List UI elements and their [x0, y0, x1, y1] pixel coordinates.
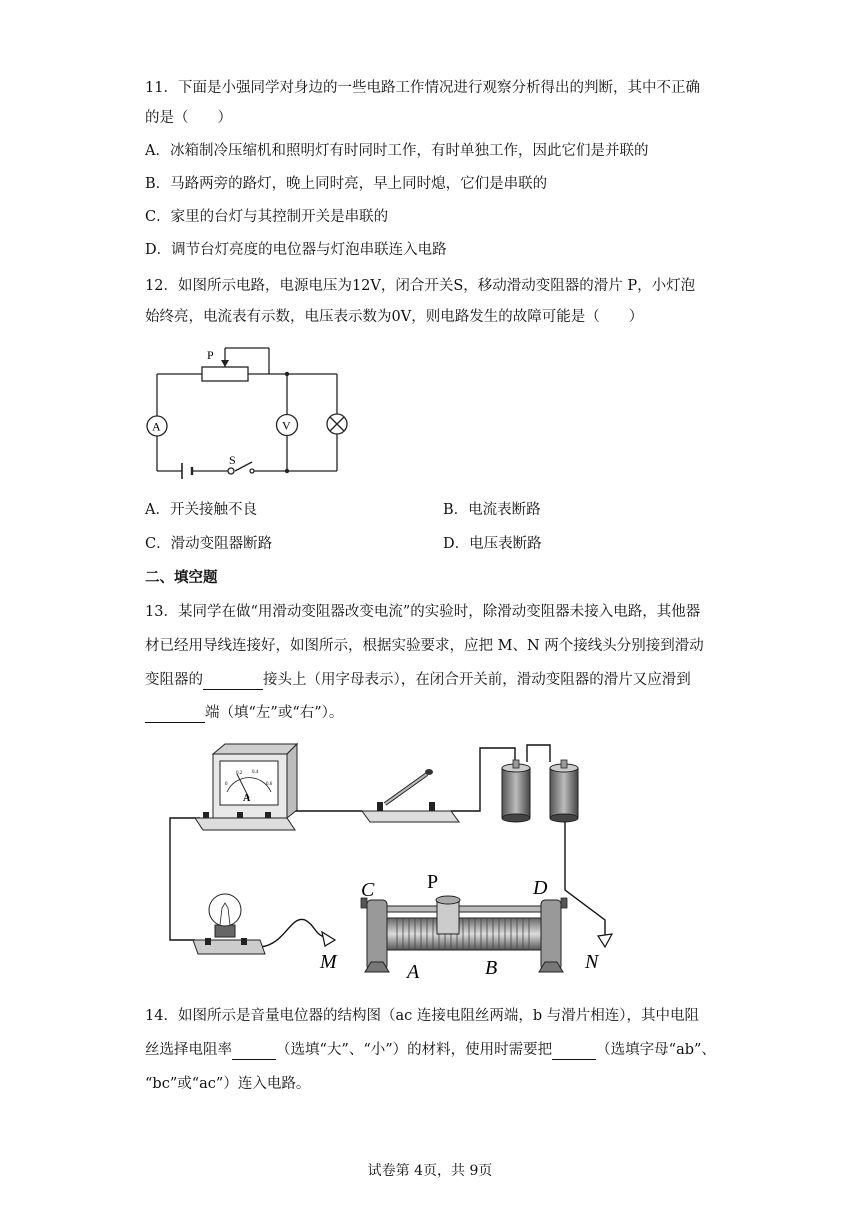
meter-tick-0: 0	[225, 782, 228, 787]
q13-answer-blank-2[interactable]	[145, 706, 205, 723]
q13-text-part: 接头上（用字母表示），在闭合开关前，滑动变阻器的滑片又应滑到	[263, 672, 691, 688]
q12-option-b[interactable]: B．电流表断路	[443, 502, 541, 518]
q11-option-d[interactable]: D．调节台灯亮度的电位器与灯泡串联连入电路	[145, 242, 447, 258]
meter-tick-3: 0.6	[266, 782, 273, 787]
q12-option-c[interactable]: C．滑动变阻器断路	[145, 536, 273, 552]
label-voltmeter: V	[282, 418, 291, 433]
rheostat-resistor	[202, 367, 248, 381]
label-switch: S	[229, 453, 236, 467]
ammeter-letter: A	[243, 793, 251, 804]
meter-tick-2: 0.4	[252, 770, 259, 775]
label-m: M	[320, 951, 337, 973]
q13-stem-line2: 材已经用导线连接好，如图所示，根据实验要求，应把 M、N 两个接线头分别接到滑动	[145, 638, 704, 654]
q13-apparatus-figure	[165, 740, 625, 980]
q13-stem-line4	[145, 703, 343, 723]
q11-stem-line2: 的是（ ）	[145, 110, 232, 126]
sliding-rheostat	[361, 896, 567, 972]
meter-tick-1: 0.2	[236, 771, 243, 776]
label-p: P	[427, 871, 439, 893]
q13-text-part: 端（填“左”或“右”）。	[205, 705, 344, 721]
q14-answer-blank-1[interactable]	[232, 1043, 276, 1060]
q13-stem-line1: 13．某同学在做“用滑动变阻器改变电流”的实验时，除滑动变阻器未接入电路，其他器	[145, 604, 701, 620]
battery-2	[550, 760, 578, 822]
page-footer: 试卷第 4页，共 9页	[367, 1163, 493, 1179]
knife-switch	[362, 769, 459, 822]
q14-answer-blank-2[interactable]	[552, 1043, 596, 1060]
slider-arrow-icon	[221, 360, 229, 367]
section-title-fill-in: 二、填空题	[145, 569, 218, 586]
q12-stem-line1: 12．如图所示电路，电源电压为12V，闭合开关S，移动滑动变阻器的滑片 P，小灯泡	[145, 278, 696, 294]
q11-option-c[interactable]: C．家里的台灯与其控制开关是串联的	[145, 209, 389, 225]
q14-stem-line1: 14．如图所示是音量电位器的结构图（ac 连接电阻丝两端，b 与滑片相连），其中电阻	[145, 1008, 699, 1024]
q12-stem-line2: 始终亮，电流表有示数，电压表示数为0V，则电路发生的故障可能是（ ）	[145, 309, 644, 325]
q14-stem-line2	[145, 1040, 716, 1060]
label-b: B	[485, 957, 498, 979]
q14-stem-line3: “bc”或“ac”）连入电路。	[145, 1076, 311, 1092]
q11-option-a[interactable]: A．冰箱制冷压缩机和照明灯有时同时工作，有时单独工作，因此它们是并联的	[145, 143, 649, 159]
label-d: D	[533, 877, 548, 899]
plug-n-icon	[598, 934, 612, 947]
label-p: P	[207, 348, 214, 362]
label-a: A	[407, 961, 420, 980]
label-ammeter: A	[152, 419, 161, 434]
q11-stem-line1: 11．下面是小强同学对身边的一些电路工作情况进行观察分析得出的判断，其中不正确	[145, 80, 700, 96]
q14-text-part: 丝选择电阻率	[145, 1042, 232, 1058]
q12-circuit-diagram	[140, 340, 355, 485]
q13-text-part: 变阻器的	[145, 672, 203, 688]
q14-text-part: （选填字母“ab”、	[596, 1042, 716, 1058]
label-n: N	[585, 951, 599, 973]
ammeter-device	[195, 744, 297, 830]
label-c: C	[361, 879, 375, 901]
q13-answer-blank-1[interactable]	[203, 673, 263, 690]
light-bulb	[193, 894, 265, 954]
battery-1	[502, 760, 530, 822]
q13-stem-line3	[145, 670, 691, 690]
plug-m-icon	[322, 932, 335, 946]
q12-option-a[interactable]: A．开关接触不良	[145, 502, 257, 518]
q14-text-part: （选填“大”、“小”）的材料，使用时需要把	[276, 1042, 553, 1058]
q11-option-b[interactable]: B．马路两旁的路灯，晚上同时亮，早上同时熄，它们是串联的	[145, 176, 548, 192]
q12-option-d[interactable]: D．电压表断路	[443, 536, 542, 552]
